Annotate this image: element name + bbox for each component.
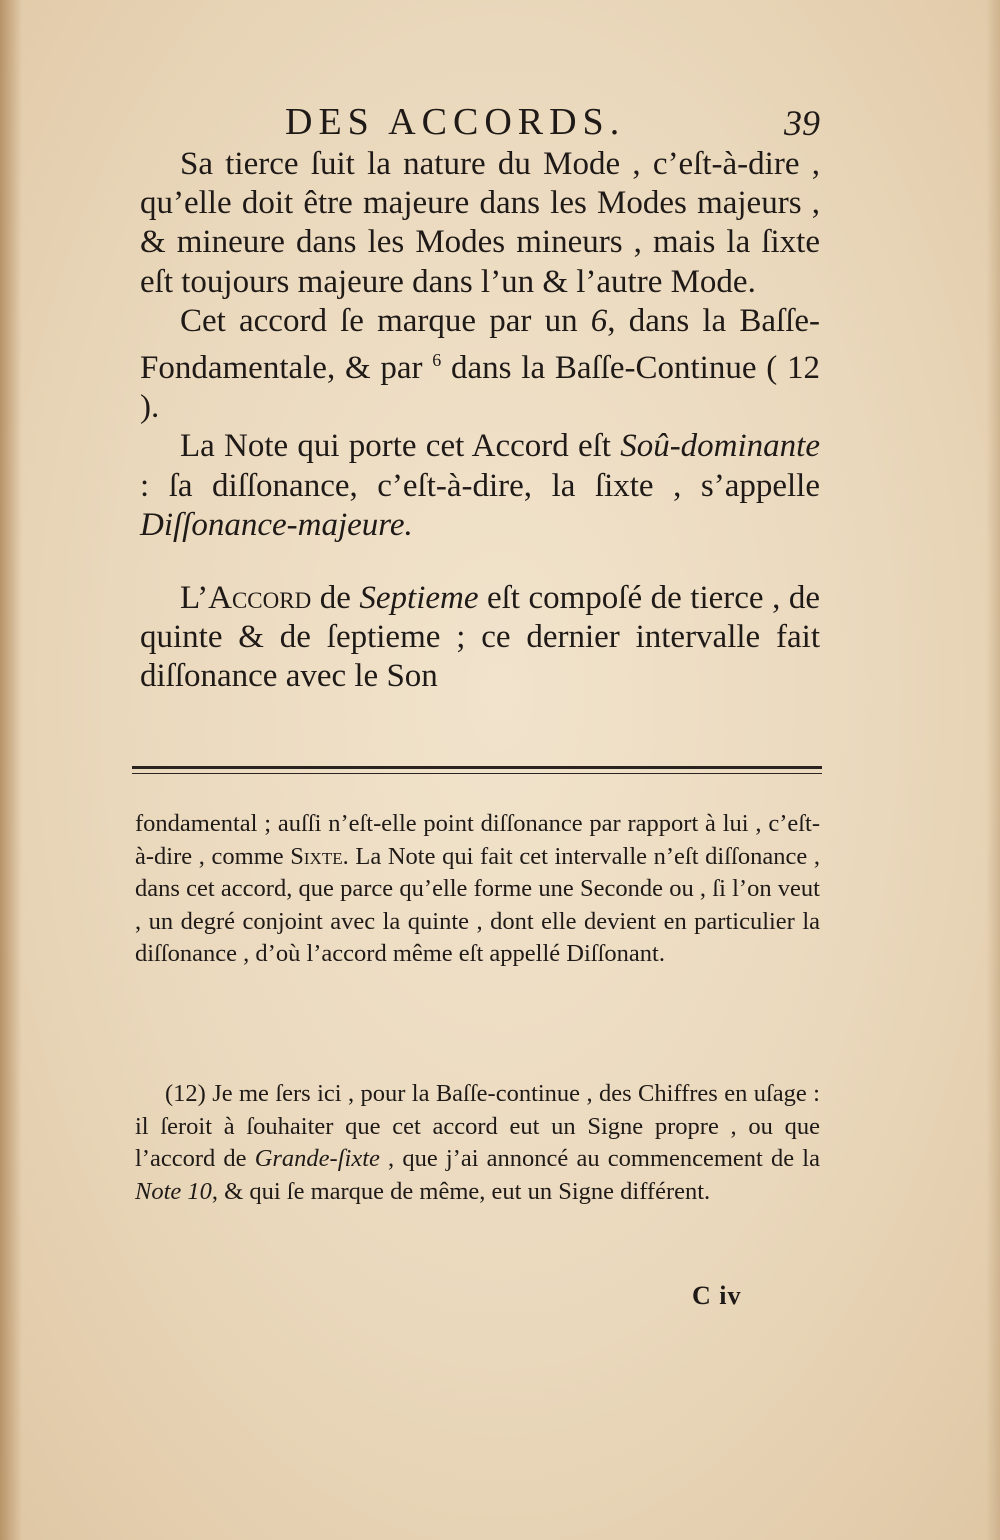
running-title: DES ACCORDS. <box>285 101 626 143</box>
term-note-10: Note 10 <box>135 1177 212 1205</box>
term-grande-sixte: Grande-ſixte <box>254 1145 380 1172</box>
paragraph-septieme <box>140 579 820 697</box>
main-text <box>140 145 820 697</box>
page-edge-shadow <box>986 0 1000 1540</box>
signature-mark: C iv <box>692 1281 742 1310</box>
paragraph-text: : ſa diſſonance, c’eſt-à-dire, la ſixte , s’appelle <box>140 467 820 504</box>
footnote-continued <box>135 808 820 971</box>
paragraph-text: dans la Baſſe-Continue ( 12 ). <box>140 350 820 426</box>
small-caps-accord: L’Accord <box>180 580 312 617</box>
footnote-separator-rule <box>132 766 822 774</box>
paragraph-note <box>140 427 820 545</box>
paragraph-text: Cet accord ſe marque par un <box>180 302 591 339</box>
paragraph-text: eſt compoſé de tierce , de quinte & de ſeptieme ; ce dernier intervalle fait diſſonance avec le Son <box>140 580 820 695</box>
term-sou-dominante: Soû-dominante <box>620 428 820 465</box>
page-number: 39 <box>784 103 820 143</box>
footnote-text-part: , que j’ai annoncé au commencement de la <box>379 1145 820 1172</box>
paragraph-marque <box>140 302 820 428</box>
footnote-text-part: fondamental ; auſſi n’eſt-elle point diſſonance par rapport à lui , c’eſt-à-dire , comme <box>135 810 820 870</box>
continuo-figure: 6 <box>432 350 442 371</box>
footnote-text <box>135 808 820 971</box>
page-binding-shadow <box>0 0 22 1540</box>
term-septieme: Septieme <box>359 580 479 617</box>
footnote-text-part: . La Note qui fait cet intervalle n’eſt diſſonance , dans cet accord, que parce qu’elle forme une Seconde ou , ſi l’on veut , un degré conjoint avec la quinte , dont elle devient en particulier la diſſonance , d’où l’accord même eſt appellé Diſſonant. <box>135 842 820 967</box>
footnote-12 <box>135 1078 820 1208</box>
paragraph-text: La Note qui porte cet Accord eſt <box>180 428 621 465</box>
figure-six: 6 <box>590 302 608 339</box>
paragraph-text: de <box>311 580 360 617</box>
paragraph-text: Sa tierce ſuit la nature du Mode , c’eſt-à-dire , qu’elle doit être majeure dans les Modes majeurs , & mineure dans les Modes mineurs , mais la ſixte eſt toujours majeure dans l’un & l’autre Mode. <box>140 146 820 300</box>
paragraph-tierce <box>140 145 820 302</box>
running-head <box>140 100 830 150</box>
small-caps-sixte: Sixte <box>290 842 343 870</box>
footnote-text-part: (12) Je me ſers ici , pour la Baſſe-continue , des Chiffres en uſage : il ſeroit à ſouhaiter que cet accord eut un Signe propre , ou que l’accord de <box>135 1080 820 1172</box>
term-dissonance-majeure: Diſſonance-majeure. <box>140 506 413 543</box>
footnote-text <box>135 1078 820 1208</box>
footnote-text-part: , & qui ſe marque de même, eut un Signe différent. <box>211 1177 711 1205</box>
paragraph-text: , dans la Baſſe-Fondamentale, & par <box>140 302 820 387</box>
